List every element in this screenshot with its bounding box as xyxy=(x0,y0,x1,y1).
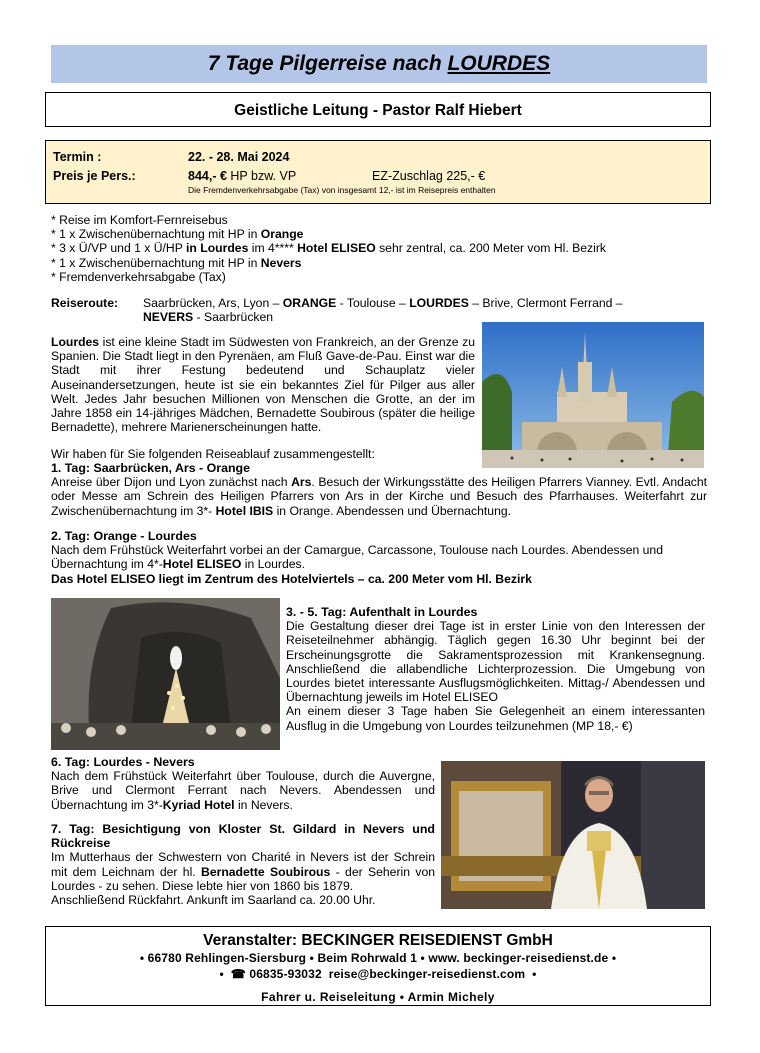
driver-line: Fahrer u. Reiseleitung • Armin Michely xyxy=(261,990,495,1004)
tax-note: Die Fremdenverkehrsabgabe (Tax) von insgesamt 12,- ist im Reisepreis enthalten xyxy=(188,185,496,195)
page-title xyxy=(51,45,707,83)
route-label: Reiseroute: xyxy=(51,296,119,310)
day1-section: 1. Tag: Saarbrücken, Ars - Orange Anreise über Dijon und Lyon zunächst nach Ars. Besuch der Wirkungsstätte des Heiligen Pfarrers Vianney. Evtl. Andacht oder Messe am Schrein des Heiligen Pfarrers von Ars in der Kirche und Besuch des Pfarrhauses. Weiterfahrt zur Zwischenübernachtung im 3*- Hotel IBIS in Orange. Abendessen und Übernachtung. xyxy=(51,461,707,518)
day2-section: 2. Tag: Orange - Lourdes Nach dem Frühstück Weiterfahrt vorbei an der Camargue, Carcassone, Toulouse nach Lourdes. Abendessen und Übernachtung im 4*-Hotel ELISEO in Lourdes. Das Hotel ELISEO liegt im Zentrum des Hotelviertels – ca. 200 Meter vom Hl. Bezirk xyxy=(51,529,707,586)
day7-heading: 7. Tag: Besichtigung von Kloster St. Gildard in Nevers und Rückreise xyxy=(51,822,435,851)
preis-line xyxy=(188,169,296,183)
intro-text: ist eine kleine Stadt im Südwesten von Frankreich, an der Grenze zu Spanien. Die Stadt liegt in den Pyrenäen, am Fluß Gave-de-Pau. Einst war die Stadt mit ihrer Festung bedeutend und Schauplatz vieler Auseinandersetzungen, heute ist sie ein bekanntes Ziel für Pilger aus aller Welt. Jedes Jahr besuchen Millionen von Menschen die Grotte, an der im Jahre 1858 ein 14-jähriges Mädchen, Bernadette Soubirous (später die heilige Bernadette), mehrere Marienerscheinungen hatte. xyxy=(51,335,475,435)
feature-item: * 1 x Zwischenübernachtung mit HP in Orange xyxy=(51,227,304,242)
preis-value: 844,- € xyxy=(188,169,227,183)
subtitle: Geistliche Leitung - Pastor Ralf Hiebert xyxy=(45,92,711,127)
email-address: reise@beckinger-reisedienst.com xyxy=(328,967,526,981)
organizer-line: Veranstalter: BECKINGER REISEDIENST GmbH xyxy=(203,932,553,949)
intro-paragraph xyxy=(51,335,475,434)
day6-heading: 6. Tag: Lourdes - Nevers xyxy=(51,755,195,769)
feature-item: * 1 x Zwischenübernachtung mit HP in Nevers xyxy=(51,255,302,270)
feature-item: * 3 x Ü/VP und 1 x Ü/HP in Lourdes im 4**** Hotel ELISEO sehr zentral, ca. 200 Meter vom Hl. Bezirk xyxy=(51,241,606,256)
basilica-photo xyxy=(482,322,704,468)
intro-summary: Wir haben für Sie folgenden Reiseablauf zusammengestellt: xyxy=(51,447,375,461)
day2-bold-line: Das Hotel ELISEO liegt im Zentrum des Hotelviertels – ca. 200 Meter vom Hl. Bezirk xyxy=(51,571,532,586)
phone-number: 06835-93032 xyxy=(249,967,322,981)
intro-bold: Lourdes xyxy=(51,335,100,349)
route-text: Saarbrücken, Ars, Lyon – ORANGE - Toulouse – LOURDES – Brive, Clermont Ferrand – NEVERS - Saarbrücken xyxy=(143,296,623,325)
grotto-photo xyxy=(51,598,280,750)
termin-value: 22. - 28. Mai 2024 xyxy=(188,150,290,164)
title-prefix: 7 Tage Pilgerreise nach xyxy=(207,52,448,75)
day1-heading: 1. Tag: Saarbrücken, Ars - Orange xyxy=(51,461,250,475)
day6-section: 6. Tag: Lourdes - Nevers Nach dem Frühstück Weiterfahrt über Toulouse, durch die Auvergne, Brive und Clermont Ferrant nach Nevers. Abendessen und Übernachtung im 3*-Kyriad Hotel in Nevers. xyxy=(51,755,435,812)
preis-label: Preis je Pers.: xyxy=(53,169,136,183)
title-destination: LOURDES xyxy=(447,52,551,75)
day3-section: 3. - 5. Tag: Aufenthalt in Lourdes Die Gestaltung dieser drei Tage ist in erster Linie von den Interessen der Reiseteilnehmer abhängig. Täglich gegen 16.30 Uhr beginnt bei der Erscheinungsgrotte die Sakramentsprozession mit Krankensegnung. Anschließend die allabendliche Lichterprozession. Die Umgebung von Lourdes bietet interessante Ausflugsmöglichkeiten. Mittag-/ Abendessen und Übernachtung jeweils im Hotel ELISEO An einem dieser 3 Tage haben Sie Gelegenheit an einem interessanten Ausflug in die Umgebung von Lourdes teilzunehmen (MP 18,- €) xyxy=(286,605,705,733)
organizer-footer xyxy=(45,926,711,1006)
termin-label: Termin : xyxy=(53,150,102,164)
day7-section: 7. Tag: Besichtigung von Kloster St. Gildard in Nevers und Rückreise Im Mutterhaus der Schwestern von Charité in Nevers ist der Schrein mit dem Leichnam der hl. Bernadette Soubirous - der Seherin von Lourdes - zu sehen. Diese lebte hier von 1860 bis 1879. Anschließend Rückfahrt. Ankunft im Saarland ca. 20.00 Uhr. xyxy=(51,822,436,908)
info-box xyxy=(45,140,711,204)
feature-item: * Reise im Komfort-Fernreisebus xyxy=(51,213,228,227)
phone-icon: ☎ xyxy=(230,967,246,981)
features-list xyxy=(51,213,711,284)
priest-photo xyxy=(441,761,705,909)
feature-item: * Fremdenverkehrsabgabe (Tax) xyxy=(51,269,226,284)
ez-zuschlag: EZ-Zuschlag 225,- € xyxy=(372,169,486,183)
contact-line: • ☎ 06835-93032 reise@beckinger-reisedienst.com • xyxy=(219,967,537,981)
address-line: • 66780 Rehlingen-Siersburg • Beim Rohrwald 1 • www. beckinger-reisedienst.de • xyxy=(139,951,617,965)
day3-heading: 3. - 5. Tag: Aufenthalt in Lourdes xyxy=(286,605,478,619)
day2-heading: 2. Tag: Orange - Lourdes xyxy=(51,529,197,543)
preis-suffix: HP bzw. VP xyxy=(226,169,297,183)
